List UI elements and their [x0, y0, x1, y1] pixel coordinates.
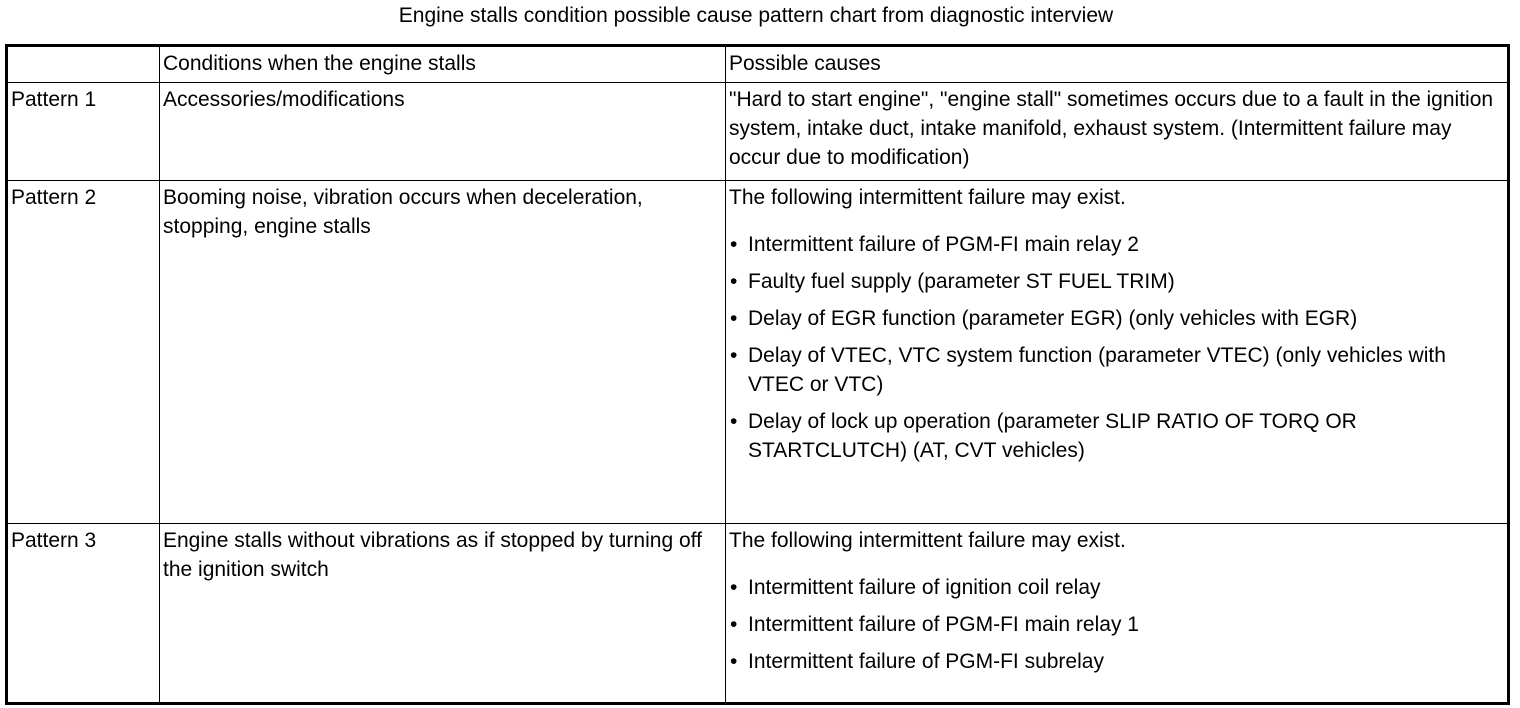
pattern-chart-table [5, 44, 1510, 705]
cause-list-item: • Delay of VTEC, VTC system function (parameter VTEC) (only vehicles with VTEC or VTC) [729, 341, 1504, 399]
pattern-label: Pattern 2 [7, 181, 160, 524]
cause-list-item: • Delay of EGR function (parameter EGR) (only vehicles with EGR) [729, 304, 1504, 333]
cause-cell [726, 83, 1509, 181]
condition-cell: Accessories/modifications [160, 83, 726, 181]
cause-list-item: • Delay of lock up operation (parameter SLIP RATIO OF TORQ OR STARTCLUTCH) (AT, CVT vehicles) [729, 407, 1504, 465]
cause-cell [726, 524, 1509, 704]
pattern-label: Pattern 3 [7, 524, 160, 704]
cause-cell [726, 181, 1509, 524]
cause-list [729, 230, 1504, 465]
header-possible-causes: Possible causes [726, 46, 1509, 83]
header-pattern [7, 46, 160, 83]
cause-list-item: • Faulty fuel supply (parameter ST FUEL TRIM) [729, 267, 1504, 296]
header-conditions: Conditions when the engine stalls [160, 46, 726, 83]
cause-text: The following intermittent failure may exist. [729, 186, 1126, 209]
condition-cell: Engine stalls without vibrations as if stopped by turning off the ignition switch [160, 524, 726, 704]
cause-text: The following intermittent failure may exist. [729, 529, 1126, 552]
cause-list [729, 573, 1504, 676]
table-row [7, 181, 1509, 524]
cause-list-item: • Intermittent failure of PGM-FI main relay 1 [729, 610, 1504, 639]
chart-title: Engine stalls condition possible cause pattern chart from diagnostic interview [398, 4, 1114, 27]
table-header-row [7, 46, 1509, 83]
cause-list-item: • Intermittent failure of PGM-FI main relay 2 [729, 230, 1504, 259]
cause-list-item: • Intermittent failure of PGM-FI subrelay [729, 647, 1504, 676]
table-row [7, 83, 1509, 181]
cause-list-item: • Intermittent failure of ignition coil relay [729, 573, 1504, 602]
cause-text: "Hard to start engine", "engine stall" sometimes occurs due to a fault in the ignition system, intake duct, intake manifold, exhaust system. (Intermittent failure may occur due to modification) [729, 88, 1494, 169]
table-row [7, 524, 1509, 704]
pattern-label: Pattern 1 [7, 83, 160, 181]
condition-cell: Booming noise, vibration occurs when deceleration, stopping, engine stalls [160, 181, 726, 524]
